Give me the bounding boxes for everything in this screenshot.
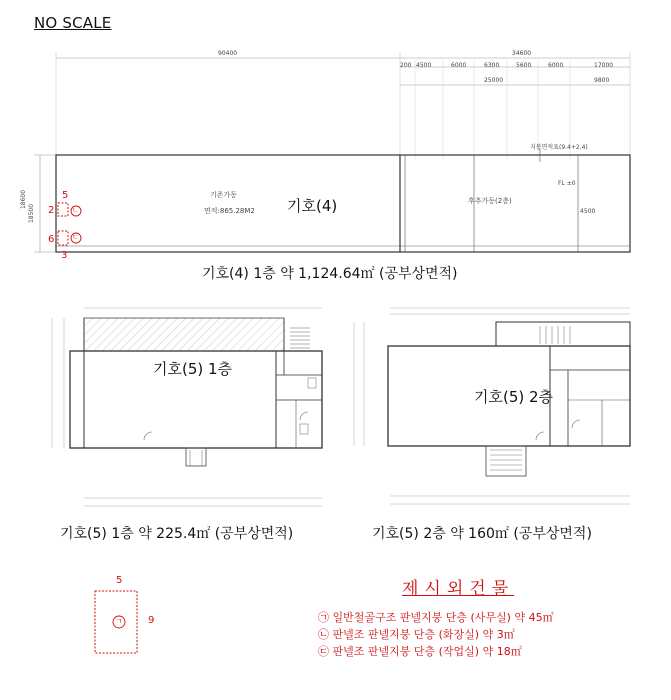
legend-title: 제시외건물 (402, 579, 515, 599)
plan4-dim-sub-1: 200 (400, 62, 412, 69)
plan4-inner-left: 기존가동 (210, 191, 238, 199)
plan4-fl-label: FL ±0 (558, 180, 576, 187)
plan4-dim-inner-right: 4500 (580, 208, 596, 215)
plan4-side-dim-1: 18600 (20, 189, 28, 210)
plan5-2f-label: 기호(5) 2층 (474, 388, 554, 406)
small-plan-dim-top: 5 (116, 575, 123, 586)
plan4-dim-right: 34600 (512, 50, 532, 57)
plan4-caption: 기호(4) 1층 약 1,124.64㎡ (공부상면적) (202, 266, 458, 282)
plan4-dim-sub-6: 6000 (548, 62, 564, 69)
plan4-mark-3: 3 (61, 250, 68, 261)
plan4-dim-sub-5: 5600 (516, 62, 532, 69)
plan4-circle-c: ㄷ (72, 233, 79, 241)
plan4-dim-sub-2: 4500 (416, 62, 432, 69)
plan4-mark-5: 5 (62, 190, 69, 201)
no-scale-label: NO SCALE (34, 14, 112, 32)
plan-5-1f-drawing (0, 300, 340, 520)
legend-item-1: ㉠ 일반철골구조 판넬지붕 단층 (사무실) 약 45㎡ (318, 611, 554, 624)
plan4-inner-area: 면적:865.28M2 (204, 207, 255, 215)
plan4-inner-right: 후추가동(2층) (468, 197, 512, 205)
plan4-side-dim-2: 18500 (28, 203, 36, 224)
small-plan-dim-right: 9 (148, 615, 155, 626)
legend-item-3: ㉢ 판넬조 판넬지붕 단층 (작업실) 약 18㎡ (318, 645, 522, 658)
small-plan-circle: ㄱ (115, 617, 123, 626)
plan4-dim-sub-3: 6000 (451, 62, 467, 69)
plan5-2f-caption: 기호(5) 2층 약 160㎡ (공부상면적) (372, 526, 592, 542)
plan4-dim-sub-7: 17000 (594, 62, 614, 69)
plan4-center-label: 기호(4) (287, 197, 338, 215)
plan4-note-top: 지붕면적표(9.4+2.4) (530, 144, 588, 151)
plan4-dim-sub-4: 6300 (484, 62, 500, 69)
plan4-dim-total: 90400 (218, 50, 238, 57)
plan-5-2f-drawing (340, 300, 671, 520)
plan4-dim-sub2-2: 9800 (594, 77, 610, 84)
plan5-1f-caption: 기호(5) 1층 약 225.4㎡ (공부상면적) (60, 526, 294, 542)
plan5-1f-label: 기호(5) 1층 (153, 360, 233, 378)
plan4-dim-sub2-1: 25000 (484, 77, 504, 84)
legend-item-2: ㉡ 판넬조 판넬지붕 단층 (화장실) 약 3㎡ (318, 628, 515, 641)
plan4-mark-2: 2 (48, 205, 55, 216)
plan4-mark-6: 6 (48, 234, 55, 245)
plan4-circle-b: ㄴ (72, 206, 79, 214)
